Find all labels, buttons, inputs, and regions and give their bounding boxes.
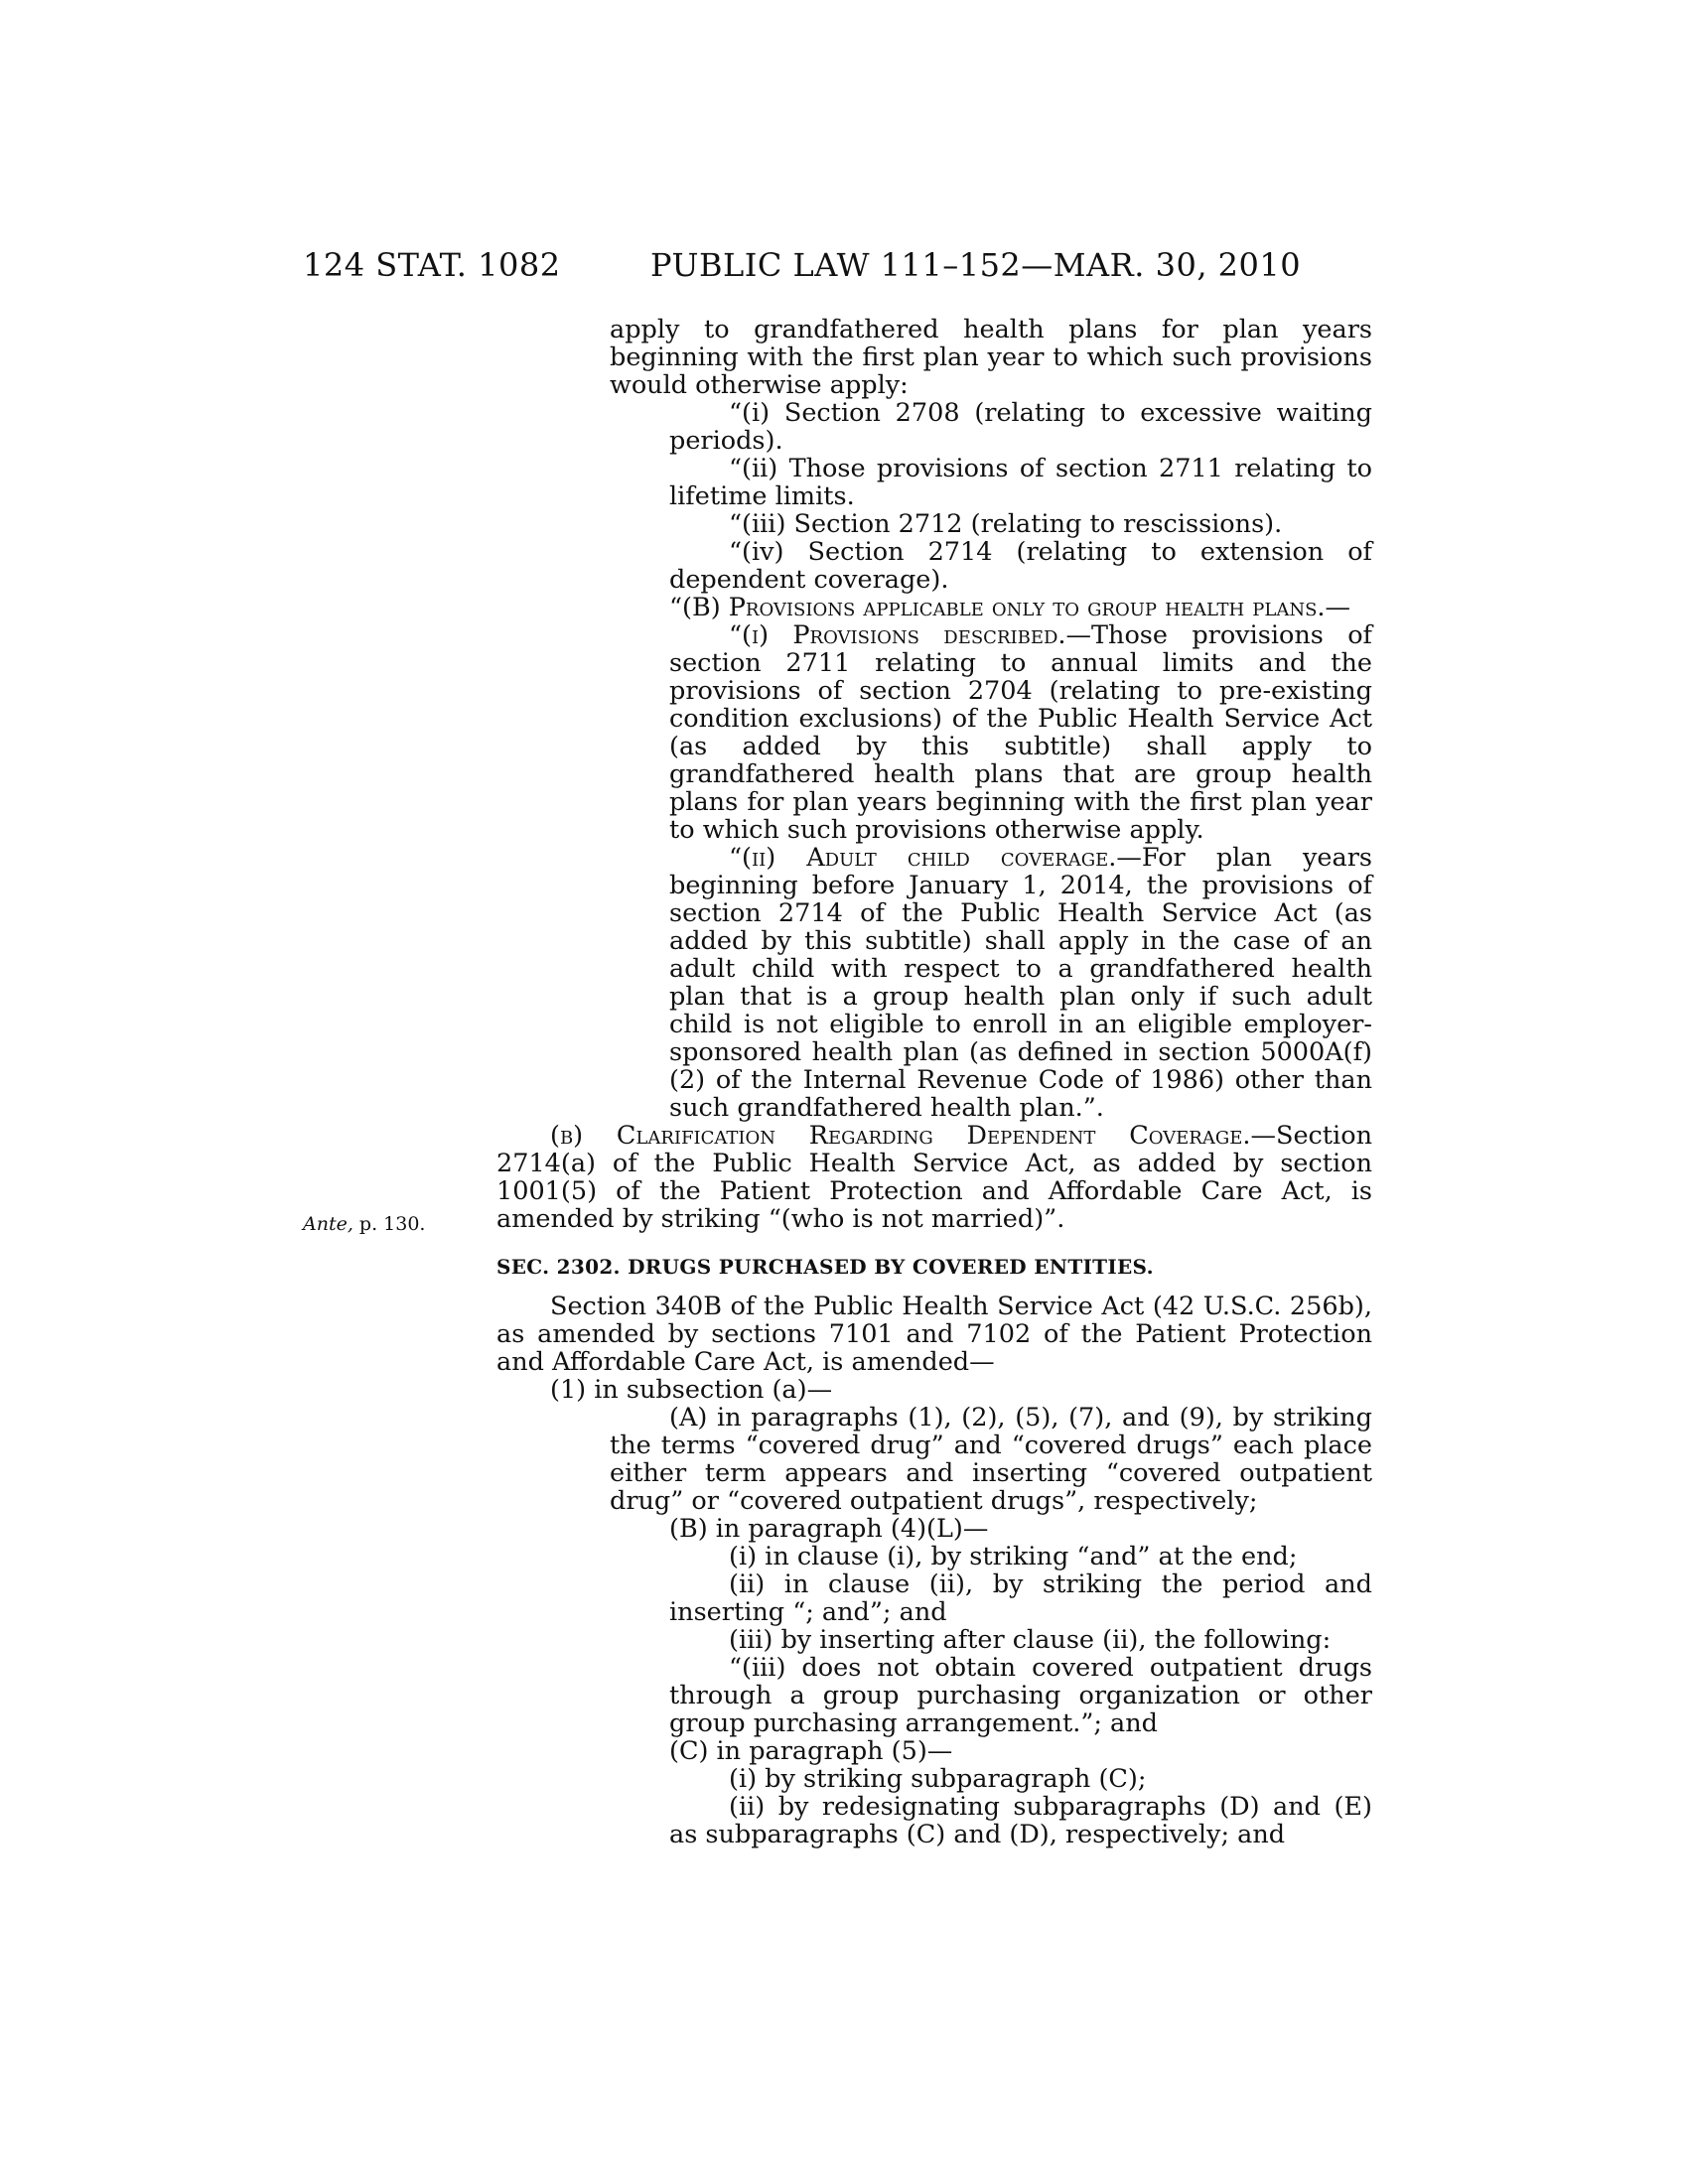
section-heading-text: SEC. 2302. DRUGS PURCHASED BY COVERED ENTITIES. xyxy=(496,1255,1154,1279)
paragraph-text: Section 340B of the Public Health Service Act (42 U.S.C. 256b), as amended by sections 7101 and 7102 of the Patient Protection and Affordable Care Act, is amended— xyxy=(496,1292,1372,1377)
paragraph xyxy=(496,1793,1372,1848)
paragraph xyxy=(496,1654,1372,1737)
paragraph-text: “(iii) Section 2712 (relating to rescissions). xyxy=(729,509,1283,539)
margin-note-ante: Ante, xyxy=(303,1213,353,1235)
paragraph xyxy=(496,1122,1372,1233)
paragraph-heading: “(ii) Adult child coverage. xyxy=(729,843,1117,873)
paragraph-text: (i) by striking subparagraph (C); xyxy=(729,1764,1147,1794)
paragraph-heading: (b) Clarification Regarding Dependent Coverage. xyxy=(550,1121,1251,1151)
margin-note xyxy=(303,1213,425,1235)
paragraph xyxy=(496,1376,1372,1404)
paragraph xyxy=(496,1404,1372,1515)
paragraph-text: (B) in paragraph (4)(L)— xyxy=(669,1514,989,1544)
paragraph xyxy=(496,1515,1372,1543)
paragraph-text: (ii) in clause (ii), by striking the period and inserting “; and”; and xyxy=(669,1570,1372,1627)
paragraph-text: “(iv) Section 2714 (relating to extension of dependent coverage). xyxy=(669,537,1372,595)
paragraph-text: (ii) by redesignating subparagraphs (D) and (E) as subparagraphs (C) and (D), respectively; and xyxy=(669,1792,1372,1849)
paragraph xyxy=(496,1293,1372,1376)
paragraph-text: —Section 2714(a) of the Public Health Service Act, as added by section 1001(5) of the Patient Protection and Affordable Care Act, is amended by striking “(who is not married)”. xyxy=(496,1121,1372,1234)
paragraph-text: (A) in paragraphs (1), (2), (5), (7), and (9), by striking the terms “covered drug” and “covered drugs” each place either term appears and inserting “covered outpatient drug” or “covered outpatient drugs”, respectively; xyxy=(610,1403,1372,1516)
paragraph xyxy=(496,594,1372,621)
paragraph xyxy=(496,399,1372,455)
margin-note-page: p. 130. xyxy=(352,1213,426,1235)
paragraph xyxy=(496,510,1372,538)
statute-body xyxy=(496,316,1372,1848)
paragraph-text: (1) in subsection (a)— xyxy=(550,1375,833,1405)
paragraph-text: —Those provisions of section 2711 relating to annual limits and the provisions of section 2704 (relating to pre-existing condition exclusions) of the Public Health Service Act (as added by this subtitle) shall apply to grandfathered health plans that are group health plans for plan years beginning with the first plan year to which such provisions otherwise apply. xyxy=(669,620,1372,845)
paragraph xyxy=(496,316,1372,399)
paragraph-text: (iii) by inserting after clause (ii), the following: xyxy=(729,1625,1332,1655)
paragraph-heading: “(i) Provisions described. xyxy=(729,620,1066,650)
paragraph xyxy=(496,1570,1372,1626)
page-stat-citation: 124 STAT. 1082 xyxy=(303,246,561,284)
paragraph-heading: “(B) Provisions applicable only to group health plans.— xyxy=(669,593,1351,622)
paragraph xyxy=(496,455,1372,510)
paragraph-text: “(iii) does not obtain covered outpatient drugs through a group purchasing organization or other group purchasing arrangement.”; and xyxy=(669,1653,1372,1738)
paragraph xyxy=(496,1543,1372,1570)
paragraph xyxy=(496,1737,1372,1765)
paragraph-text: —For plan years beginning before January 1, 2014, the provisions of section 2714 of the Public Health Service Act (as added by this subtitle) shall apply in the case of an adult child with respect to a grandfathered health plan that is a group health plan only if such adult child is not eligible to enroll in an eligible employer-sponsored health plan (as defined in section 5000A(f)(2) of the Internal Revenue Code of 1986) other than such grandfathered health plan.”. xyxy=(669,843,1372,1123)
paragraph-text: (C) in paragraph (5)— xyxy=(669,1736,953,1766)
paragraph xyxy=(496,1765,1372,1793)
paragraph-text: “(ii) Those provisions of section 2711 relating to lifetime limits. xyxy=(669,454,1372,511)
paragraph xyxy=(496,538,1372,594)
paragraph-text: (i) in clause (i), by striking “and” at the end; xyxy=(729,1542,1298,1571)
section-heading xyxy=(496,1253,1372,1281)
paragraph xyxy=(496,621,1372,844)
paragraph xyxy=(496,1626,1372,1654)
paragraph-text: apply to grandfathered health plans for plan years beginning with the first plan year to which such provisions would otherwise apply: xyxy=(610,315,1372,400)
paragraph-text: “(i) Section 2708 (relating to excessive waiting periods). xyxy=(669,398,1372,456)
paragraph xyxy=(496,844,1372,1122)
running-header: PUBLIC LAW 111–152—MAR. 30, 2010 xyxy=(650,246,1302,284)
